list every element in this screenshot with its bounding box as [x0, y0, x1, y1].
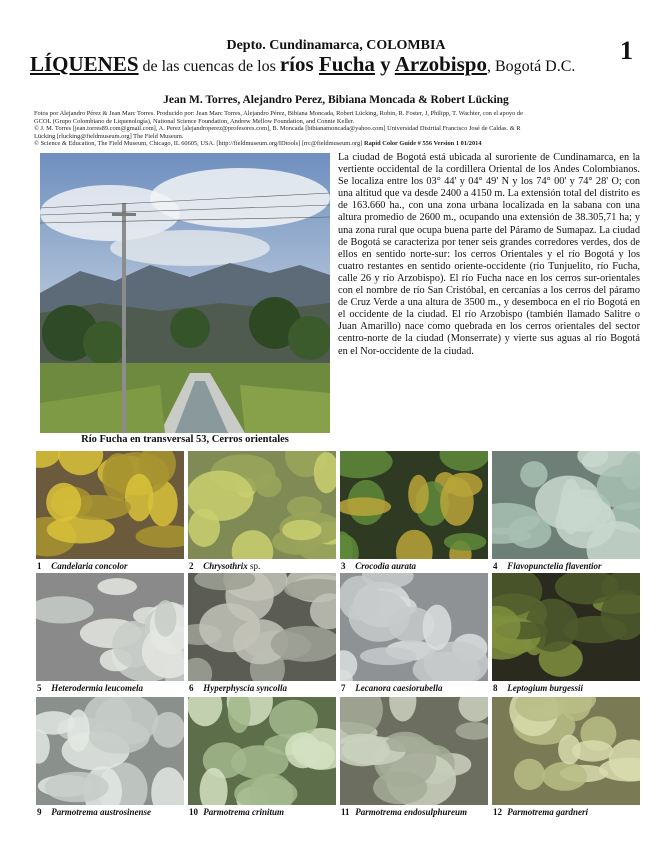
credits-line — [34, 140, 644, 148]
species-name: Heterodermia leucomela — [51, 683, 143, 693]
species-number: 4 — [493, 561, 498, 571]
species-photo — [492, 451, 640, 559]
species-name: Parmotrema crinitum — [203, 807, 285, 817]
title-connector: y — [374, 52, 395, 76]
title-river-fucha: Fucha — [318, 52, 375, 76]
species-photo — [36, 573, 184, 681]
species-number: 6 — [189, 683, 194, 693]
species-caption — [189, 683, 339, 693]
species-name: Flavopunctelia flaventior — [507, 561, 602, 571]
species-caption — [341, 561, 491, 571]
species-number: 8 — [493, 683, 498, 693]
page-number: 1 — [620, 36, 633, 65]
species-number: 5 — [37, 683, 42, 693]
title-city: , Bogotá D.C. — [486, 58, 576, 75]
species-caption — [37, 561, 187, 571]
species-photo — [492, 697, 640, 805]
species-name: Chrysothrix — [203, 561, 248, 571]
credits-line: Fotos por Alejandro Pérez & Jean Marc Torres. Producido por: Jean Marc Torres, Alejandro Pérez, Bibiana Moncada, Robert Lücking, Robin, R. Foster, J, Philipp, T. Wachter, con el apoyo de — [34, 110, 523, 117]
species-name: Candelaria concolor — [51, 561, 128, 571]
intro-paragraph: La ciudad de Bogotá está ubicada al suroriente de Cundinamarca, en la vertiente occidental de la cordillera Oriental de los Andes Colombianos. Se localiza entre los 03° 44' y 04° 49' N y los 74° 00' y 74° 28' O; con una altitud que va desde 2400 a 4150 m. La extensión total del distrito es de 163.660 ha., con una zona urbana localizada en la sabana con una altura promedio de 2600 m., ocupando una extensión de 38.305,71 ha; y una zona rural que ocupa buena parte del Páramo de Sumapaz. La ciudad de Bogotá se caracteriza por tener seis grandes corredores verdes, dos de ellos en sentido norte-sur: los cerros Orientales y el río Bogotá y los cuatro restantes en sentido oriente-occidente (río Tunjuelito, río Fucha, calle 26 y río Arzobispo). El río Fucha nace en los cerros sur-orientales con el nombre de río San Cristóbal, en cercanías a los cerros del páramo de Cruz Verde a una altura de 3500 m., y desemboca en el río Bogotá en el occidente de la ciudad. El río Arzobispo (también llamado Salitre o Juan Amarillo) nace como quebrada en los cerros orientales del sector centro-norte de la ciudad (Monserrate) y vierte sus aguas al río Bogotá en el Nor-occidente de la ciudad. — [338, 152, 640, 357]
species-name: Crocodia aurata — [355, 561, 417, 571]
title-part-1: de las cuencas de los — [138, 58, 280, 75]
species-name: Parmotrema endosulphureum — [355, 807, 468, 817]
species-caption — [37, 683, 187, 693]
species-number: 7 — [341, 683, 346, 693]
species-photo — [340, 697, 488, 805]
species-caption — [341, 683, 491, 693]
species-caption — [493, 561, 643, 571]
species-photo — [36, 697, 184, 805]
species-photo — [188, 697, 336, 805]
credits-line: Lücking [rlucking@fieldmuseum.org] The Field Museum. — [34, 132, 184, 140]
title-rios: ríos — [279, 52, 319, 76]
species-number: 11 — [341, 807, 350, 817]
species-caption — [493, 683, 643, 693]
species-caption — [341, 807, 491, 817]
species-number: 2 — [189, 561, 194, 571]
species-caption — [189, 807, 339, 817]
species-caption — [37, 807, 187, 817]
species-name: Leptogium burgessii — [507, 683, 584, 693]
species-photo — [340, 451, 488, 559]
title-lichens: LÍQUENES — [30, 52, 139, 76]
credits-block — [34, 110, 644, 148]
region-line: Depto. Cundinamarca, COLOMBIA — [226, 38, 446, 53]
species-name: Parmotrema austrosinense — [51, 807, 152, 817]
credits-copyright: © Science & Education, The Field Museum, Chicago, IL 60605, USA. [http://fieldmuseum.org/IDtools] [rrc@fieldmuseum.org] — [34, 140, 364, 148]
river-landscape-photo — [40, 153, 330, 433]
species-name: Hyperphyscia syncolla — [203, 683, 287, 693]
species-name: Lecanora caesiorubella — [355, 683, 443, 693]
species-number: 10 — [189, 807, 198, 817]
species-photo — [188, 573, 336, 681]
credits-line: GCOL (Grupo Colombiano de Liquenología), National Science Foundation, Andrew Mellow Foundation, and Connie Keller. — [34, 117, 355, 125]
species-caption — [189, 561, 339, 571]
species-number: 3 — [341, 561, 346, 571]
species-number: 9 — [37, 807, 42, 817]
authors: Jean M. Torres, Alejandro Perez, Bibiana Moncada & Robert Lücking — [163, 94, 509, 106]
species-photo — [492, 573, 640, 681]
species-photo — [36, 451, 184, 559]
document-title — [30, 52, 575, 77]
title-river-arzobispo: Arzobispo — [394, 52, 487, 76]
species-photo — [188, 451, 336, 559]
photo-caption: Río Fucha en transversal 53, Cerros orientales — [81, 434, 289, 445]
species-number: 1 — [37, 561, 42, 571]
species-caption — [493, 807, 643, 817]
species-suffix: sp. — [247, 561, 261, 571]
guide-version: Rapid Color Guide # 556 Version 1 01/2014 — [363, 140, 482, 148]
credits-line: © J. M. Torres [jean.torres89.com@gmail.com], A. Perez [alejandroperez@profesores.com], B. Moncada [bibianamoncada@yahoo.com] Universidad Distrital Francisco José de Caldas. & R — [34, 125, 521, 133]
species-number: 12 — [493, 807, 502, 817]
species-photo — [340, 573, 488, 681]
species-name: Parmotrema gardneri — [507, 807, 589, 817]
